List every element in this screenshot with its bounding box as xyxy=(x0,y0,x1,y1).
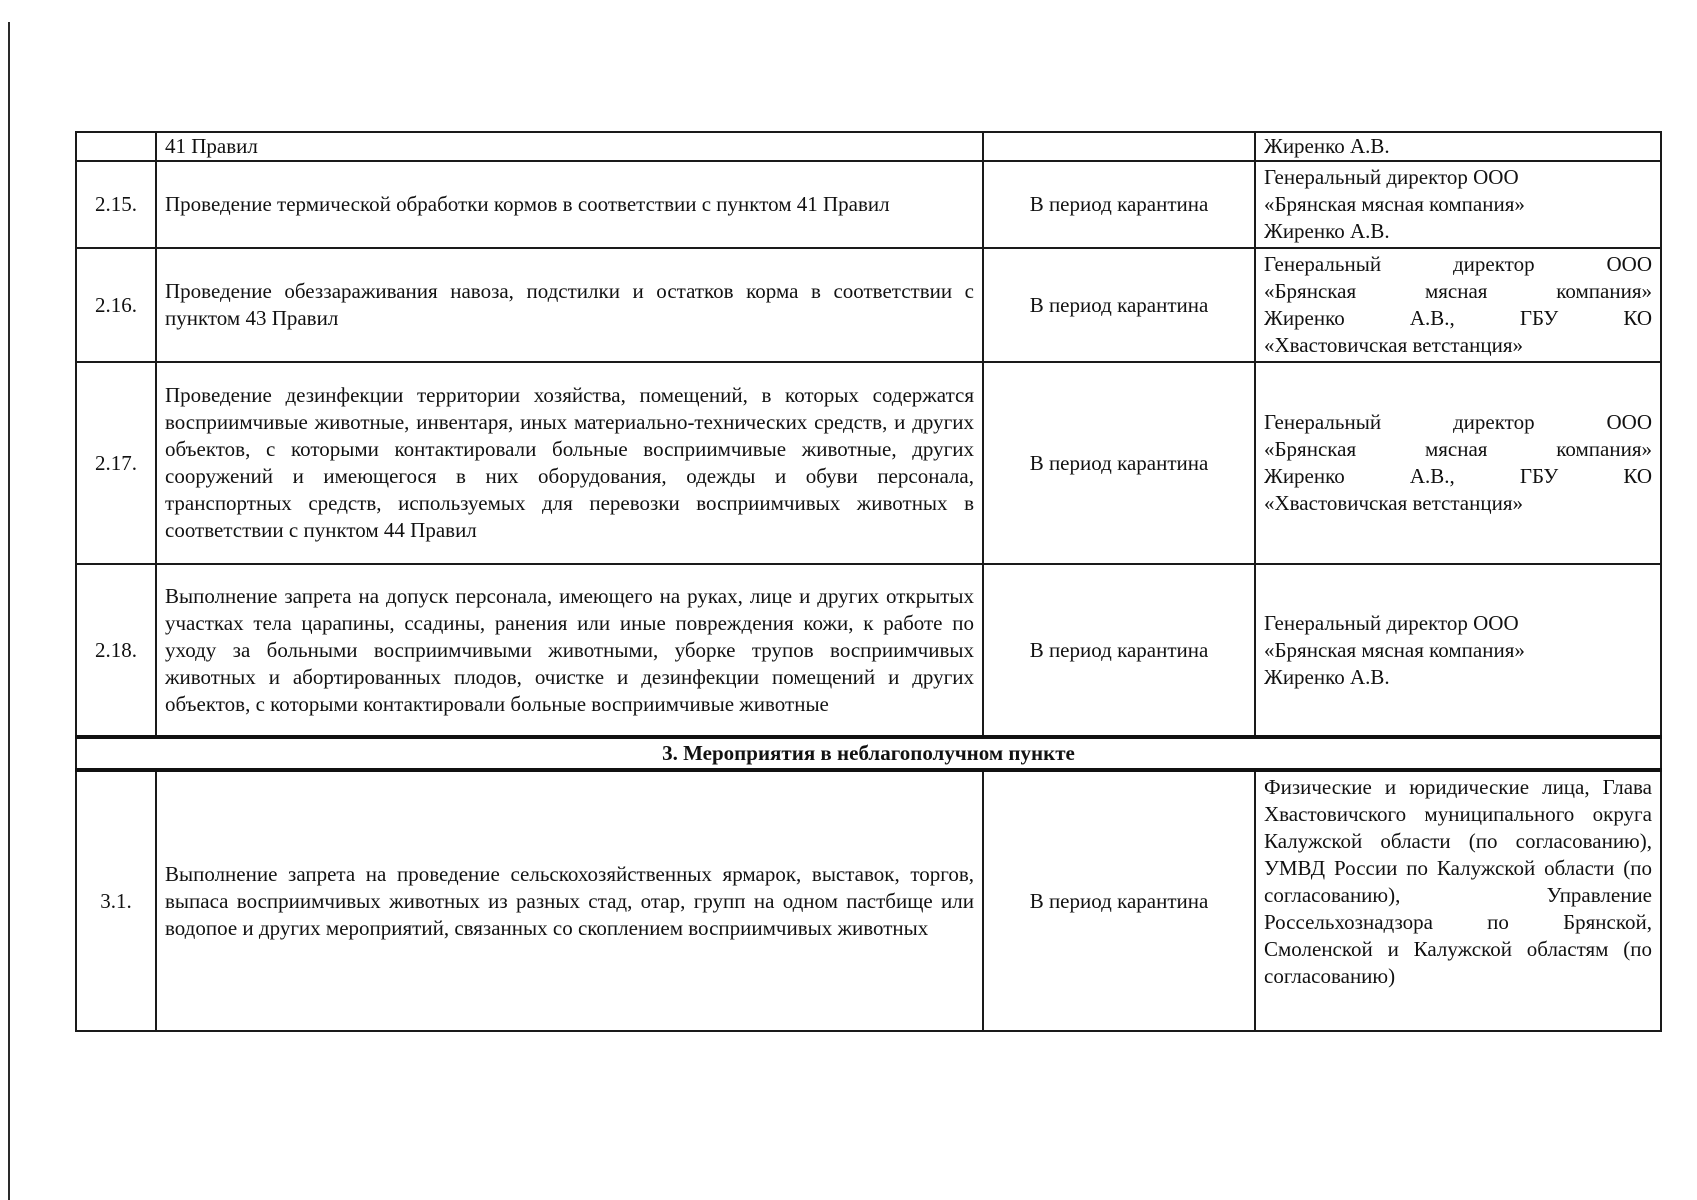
responsible-line: «Хвастовичская ветстанция» xyxy=(1264,491,1523,515)
responsible-text: Физические и юридические лица, Глава Хвастовичского муниципального округа Калужской области (по согласованию), УМВД России по Калужской области (по согласованию), Управление Россельхознадзора по Брянской, Смоленской и Калужской областям (по согласованию) xyxy=(1255,770,1661,1031)
section-heading-row xyxy=(76,737,1661,770)
item-number: 2.17. xyxy=(76,362,156,564)
item-number: 2.15. xyxy=(76,161,156,248)
responsible-line: Жиренко А.В. xyxy=(1264,219,1390,243)
period-text: В период карантина xyxy=(983,362,1255,564)
table-row xyxy=(76,161,1661,248)
action-text: Выполнение запрета на проведение сельскохозяйственных ярмарок, выставок, торгов, выпаса восприимчивых животных из разных стад, отар, групп на одном пастбище или водопое и других мероприятий, связанных со скоплением восприимчивых животных xyxy=(156,770,983,1031)
responsible-line: «Брянская мясная компания» xyxy=(1264,192,1525,216)
responsible-line: Генеральный директор ООО xyxy=(1264,165,1519,189)
responsible-line: Жиренко А.В. xyxy=(1264,664,1390,689)
measures-table xyxy=(75,131,1662,1032)
responsible-line: «Хвастовичская ветстанция» xyxy=(1264,333,1523,357)
responsible-line: Генеральный директор ООО xyxy=(1264,410,1652,434)
responsible-line: Генеральный директор ООО xyxy=(1264,252,1652,276)
responsible-cell xyxy=(1255,564,1661,737)
item-number: 3.1. xyxy=(76,770,156,1031)
section-title: 3. Мероприятия в неблагополучном пункте xyxy=(76,737,1661,770)
action-text: 41 Правил xyxy=(156,132,983,161)
responsible-line: Жиренко А.В., ГБУ КО xyxy=(1264,464,1652,488)
period-text: В период карантина xyxy=(983,248,1255,362)
responsible-cell xyxy=(1255,362,1661,564)
action-text: Проведение термической обработки кормов в соответствии с пунктом 41 Правил xyxy=(156,161,983,248)
responsible-line: «Брянская мясная компания» xyxy=(1264,437,1652,461)
scan-left-edge-line xyxy=(8,22,10,1200)
action-text: Проведение обеззараживания навоза, подстилки и остатков корма в соответствии с пунктом 43 Правил xyxy=(156,248,983,362)
responsible-line: Жиренко А.В., ГБУ КО xyxy=(1264,306,1652,330)
period-text: В период карантина xyxy=(983,564,1255,737)
responsible-cell xyxy=(1255,161,1661,248)
period-text: В период карантина xyxy=(983,161,1255,248)
period-text xyxy=(983,132,1255,161)
item-number: 2.18. xyxy=(76,564,156,737)
period-text: В период карантина xyxy=(983,770,1255,1031)
item-number: 2.16. xyxy=(76,248,156,362)
table-row xyxy=(76,248,1661,362)
responsible-line: «Брянская мясная компания» xyxy=(1264,637,1525,662)
responsible-line: Генеральный директор ООО xyxy=(1264,610,1519,635)
action-text: Проведение дезинфекции территории хозяйства, помещений, в которых содержатся восприимчивые животные, инвентаря, иных материально-технических средств, и других объектов, с которыми контактировали больные восприимчивые животные, других сооружений и имеющегося в них оборудования, одежды и обуви персонала, транспортных средств, используемых для перевозки восприимчивых животных в соответствии с пунктом 44 Правил xyxy=(156,362,983,564)
responsible-cell xyxy=(1255,248,1661,362)
table-row xyxy=(76,770,1661,1031)
table-row xyxy=(76,362,1661,564)
table-row xyxy=(76,564,1661,737)
table-row xyxy=(76,132,1661,161)
action-text: Выполнение запрета на допуск персонала, имеющего на руках, лице и других открытых участках тела царапины, ссадины, ранения или иные повреждения кожи, к работе по уходу за больными восприимчивыми животными, уборке трупов восприимчивых животных и абортированных плодов, очистке и дезинфекции помещений и других объектов, с которыми контактировали больные восприимчивые животные xyxy=(156,564,983,737)
item-number xyxy=(76,132,156,161)
responsible-text: Жиренко А.В. xyxy=(1255,132,1661,161)
responsible-line: «Брянская мясная компания» xyxy=(1264,279,1652,303)
